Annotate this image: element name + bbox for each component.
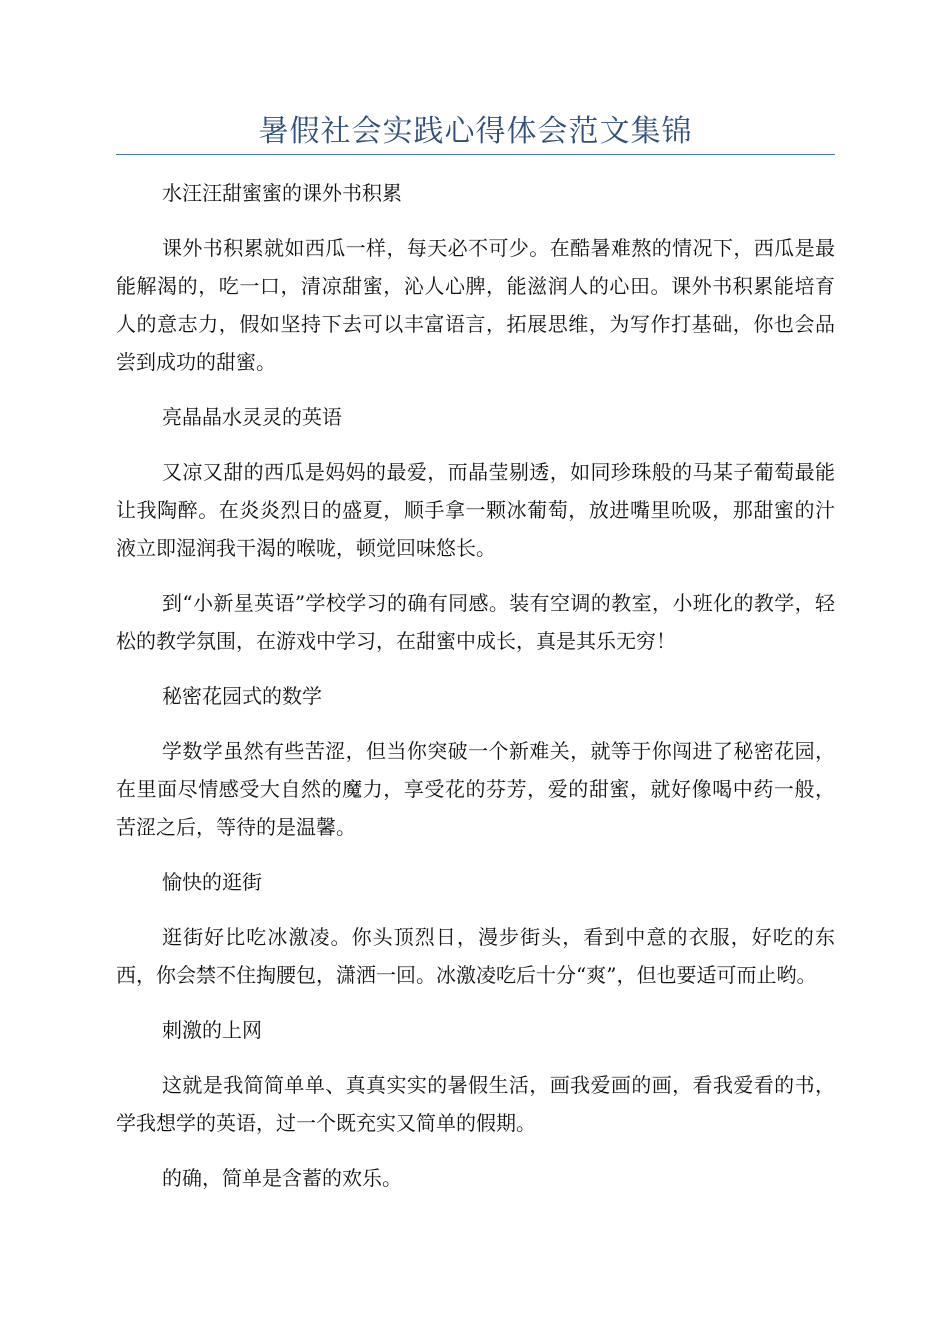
body-paragraph: 学数学虽然有些苦涩，但当你突破一个新难关，就等于你闯进了秘密花园，在里面尽情感受大自然的魔力，享受花的芬芳，爱的甜蜜，就好像喝中药一般，苦涩之后，等待的是温馨。 <box>116 739 835 839</box>
section-heading: 愉快的逛街 <box>162 870 262 894</box>
body-paragraph: 又凉又甜的西瓜是妈妈的最爱，而晶莹剔透，如同珍珠般的马某子葡萄最能让我陶醉。在炎炎烈日的盛夏，顺手拿一颗冰葡萄，放进嘴里吮吸，那甜蜜的汁液立即湿润我干渴的喉咙，顿觉回味悠长。 <box>116 460 835 560</box>
document-body <box>116 174 835 1214</box>
body-paragraph: 逛街好比吃冰激凌。你头顶烈日，漫步街头，看到中意的衣服，好吃的东西，你会禁不住掏腰包，潇洒一回。冰激凌吃后十分“爽”，但也要适可而止哟。 <box>116 925 835 987</box>
body-paragraph: 的确，简单是含蓄的欢乐。 <box>162 1166 402 1190</box>
body-paragraph: 这就是我简简单单、真真实实的暑假生活，画我爱画的画，看我爱看的书，学我想学的英语，过一个既充实又简单的假期。 <box>116 1073 835 1135</box>
body-paragraph: 课外书积累就如西瓜一样，每天必不可少。在酷暑难熬的情况下，西瓜是最能解渴的，吃一口，清凉甜蜜，沁人心脾，能滋润人的心田。课外书积累能培育人的意志力，假如坚持下去可以丰富语言，拓展思维，为写作打基础，你也会品尝到成功的甜蜜。 <box>116 236 835 374</box>
section-heading: 亮晶晶水灵灵的英语 <box>162 405 342 429</box>
title-underline <box>116 154 835 155</box>
section-heading: 刺激的上网 <box>162 1018 262 1042</box>
section-heading: 水汪汪甜蜜蜜的课外书积累 <box>162 181 402 205</box>
document-title: 暑假社会实践心得体会范文集锦 <box>258 114 693 149</box>
body-paragraph: 到“小新星英语”学校学习的确有同感。装有空调的教室，小班化的教学，轻松的教学氛围，在游戏中学习，在甜蜜中成长，真是其乐无穷！ <box>116 591 835 653</box>
section-heading: 秘密花园式的数学 <box>162 684 322 708</box>
